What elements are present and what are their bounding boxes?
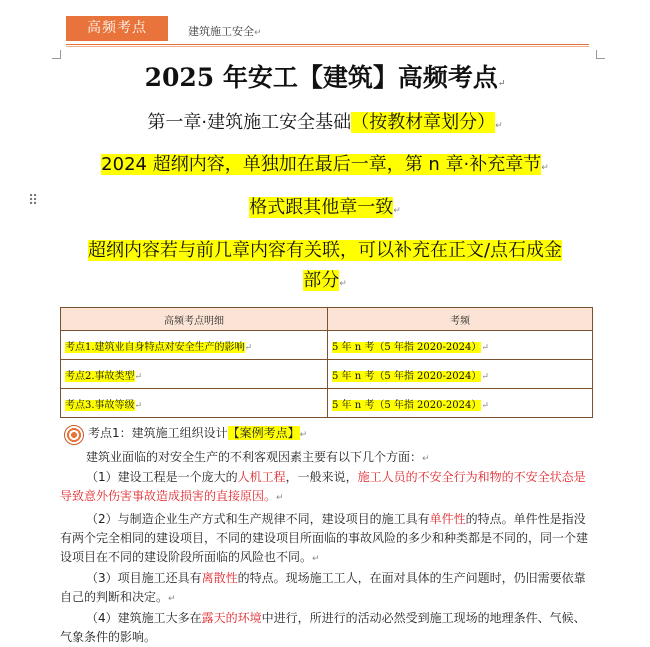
note-line-2: 2024 超纲内容，单独加在最后一章，第 n 章·补充章节↵ <box>101 154 549 175</box>
note-line-3: 格式跟其他章一致↵ <box>249 197 401 218</box>
header-tab: 高频考点 <box>66 16 168 41</box>
table-cell: 考点1.建筑业自身特点对安全生产的影响↵ <box>61 331 328 360</box>
body-paragraph-4: （4）建筑施工大多在露天的环境中进行，所进行的活动必然受到施工现场的地理条件、气候、气象条件的影响。 <box>60 611 586 644</box>
header-rule-thin <box>66 46 589 47</box>
table-cell: 5 年 n 考（5 年指 2020-2024）↵ <box>328 360 593 389</box>
key-points-table <box>60 307 593 418</box>
chapter-heading: 第一章·建筑施工安全基础（按教材章划分）↵ <box>147 112 503 133</box>
table-header-row <box>61 308 593 331</box>
table-cell: 考点2.事故类型↵ <box>61 360 328 389</box>
table-cell: 5 年 n 考（5 年指 2020-2024）↵ <box>328 389 593 418</box>
section-heading: 考点1：建筑施工组织设计【案例考点】↵ <box>88 426 308 440</box>
header-subtitle: 建筑施工安全↵ <box>188 25 262 38</box>
table-row <box>61 389 593 418</box>
table-cell: 5 年 n 考（5 年指 2020-2024）↵ <box>328 331 593 360</box>
drag-handle-icon[interactable]: ⠿ <box>28 193 37 209</box>
note-line-4: 超纲内容若与前几章内容有关联，可以补充在正文/点石成金 部分↵ <box>87 240 563 291</box>
table-header-cell: 考频 <box>328 308 593 331</box>
body-paragraph-2: （2）与制造企业生产方式和生产规律不同，建设项目的施工具有单件性的特点。单件性是指没有两个完全相同的建设项目，不同的建设项目所面临的事故风险的多少和种类都是不同的，同一个建设项目在不同的建设阶段所面临的风险也不同。↵ <box>60 512 589 564</box>
table-cell: 考点3.事故等级↵ <box>61 389 328 418</box>
table-row <box>61 331 593 360</box>
body-paragraph-1: （1）建设工程是一个庞大的人机工程，一般来说，施工人员的不安全行为和物的不安全状态是导致意外伤害事故造成损害的直接原因。↵ <box>60 470 586 503</box>
table-row <box>61 360 593 389</box>
table-header-cell: 高频考点明细 <box>61 308 328 331</box>
target-icon <box>64 425 84 445</box>
body-paragraph-3: （3）项目施工还具有离散性的特点。现场施工工人，在面对具体的生产问题时，仍旧需要依靠自己的判断和决定。↵ <box>60 571 586 604</box>
page-title: 2025 年安工【建筑】高频考点↵ <box>144 63 506 92</box>
header-rule <box>66 44 589 45</box>
body-intro: 建筑业面临的对安全生产的不利客观因素主要有以下几个方面：↵ <box>86 450 430 464</box>
